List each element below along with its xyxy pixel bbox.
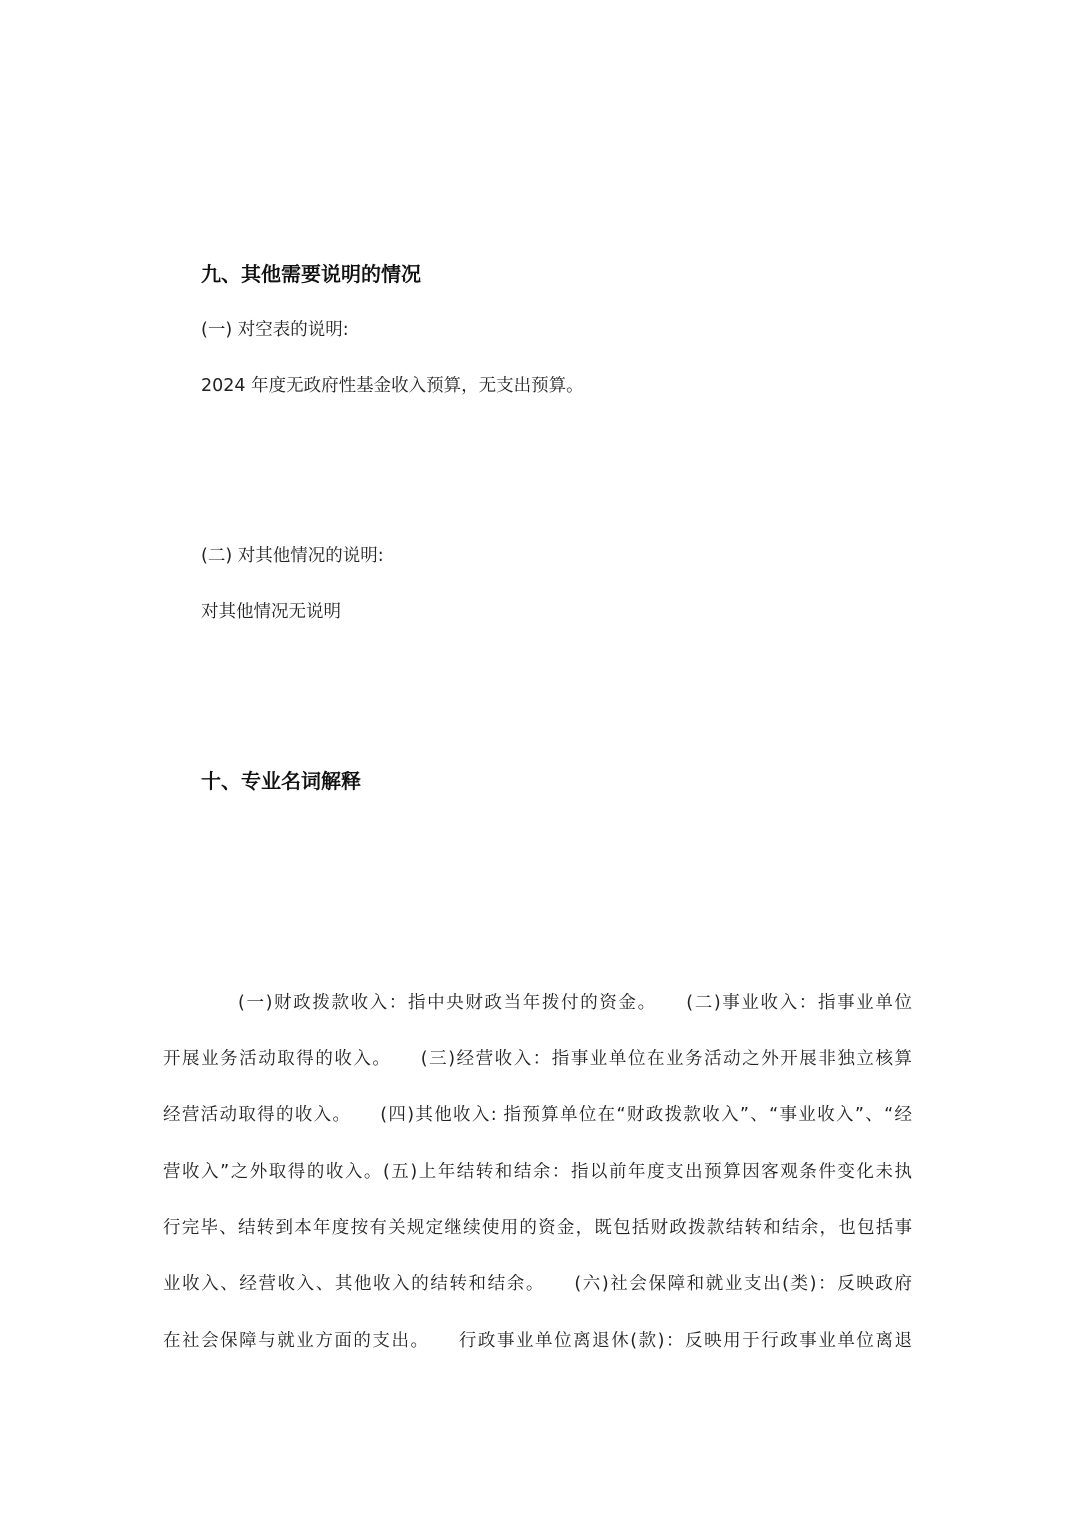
section-10-heading: 十、专业名词解释: [201, 769, 361, 793]
glossary-line: 开展业务活动取得的收入。 (三)经营收入：指事业单位在业务活动之外开展非独立核算: [163, 1049, 912, 1069]
glossary-line: 行完毕、结转到本年度按有关规定继续使用的资金，既包括财政拨款结转和结余，也包括事: [163, 1218, 912, 1238]
glossary-line: (一)财政拨款收入：指中央财政当年拨付的资金。 (二)事业收入：指事业单位: [238, 993, 912, 1013]
glossary-line: 业收入、经营收入、其他收入的结转和结余。 (六)社会保障和就业支出(类)：反映政府: [163, 1274, 912, 1294]
empty-table-note-text: 2024 年度无政府性基金收入预算，无支出预算。: [201, 376, 584, 396]
section-9-heading: 九、其他需要说明的情况: [201, 262, 421, 286]
other-situation-note-text: 对其他情况无说明: [201, 602, 341, 622]
glossary-line: 经营活动取得的收入。 (四)其他收入: 指预算单位在“财政拨款收入”、“事业收入”、“经: [163, 1105, 912, 1125]
glossary-line: 在社会保障与就业方面的支出。 行政事业单位离退休(款)：反映用于行政事业单位离退: [163, 1331, 912, 1351]
empty-table-note-title: (一) 对空表的说明:: [201, 320, 349, 340]
glossary-line: 营收入”之外取得的收入。(五)上年结转和结余：指以前年度支出预算因客观条件变化未执: [163, 1162, 912, 1182]
other-situation-note-title: (二) 对其他情况的说明:: [201, 546, 384, 566]
